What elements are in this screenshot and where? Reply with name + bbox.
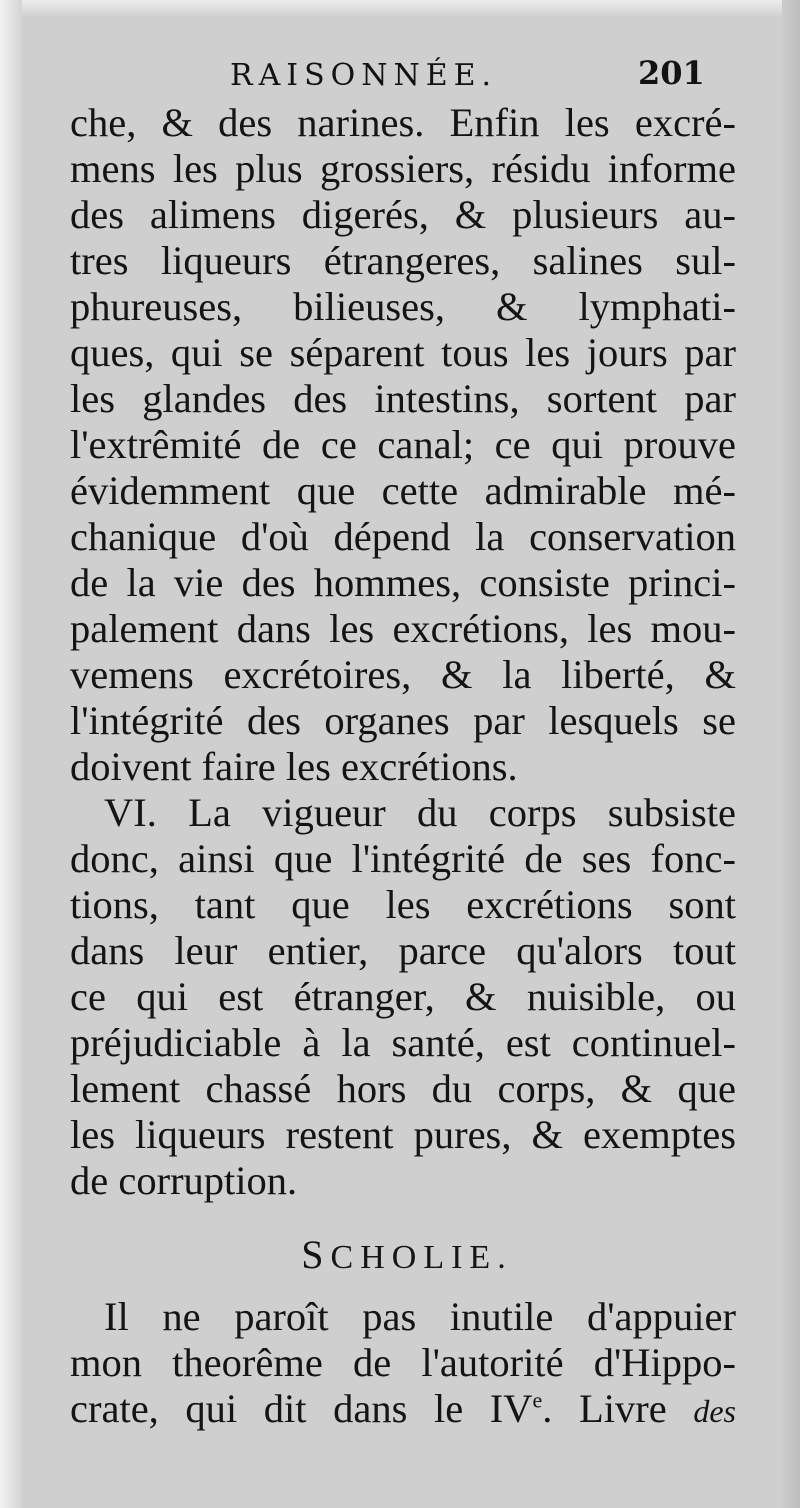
text-line: ques, qui se séparent tous les jours par <box>70 330 736 375</box>
text-line: de corruption. <box>70 1158 298 1203</box>
running-title: RAISONNÉE. <box>230 58 498 93</box>
page-left-edge <box>0 0 22 1508</box>
text-line: les glandes des intestins, sortent par <box>70 376 736 421</box>
page-number: 201 <box>638 54 705 92</box>
section-heading <box>70 1232 736 1278</box>
text-line: évidemment que cette admirable mé- <box>70 468 736 513</box>
text-line: vemens excrétoires, & la liberté, & <box>70 652 736 697</box>
body-text <box>70 100 736 1432</box>
text-line: tres liqueurs étrangeres, salines sul- <box>70 238 736 283</box>
text-line: VI. La vigueur du corps subsiste <box>104 790 736 835</box>
text-line: dans leur entier, parce qu'alors tout <box>70 928 736 973</box>
text-line: phureuses, bilieuses, & lymphati- <box>70 284 736 329</box>
superscript: e <box>532 1387 543 1413</box>
text-line: les liqueurs restent pures, & exemptes <box>70 1112 736 1157</box>
paragraph-1 <box>70 100 736 790</box>
text-line: chanique d'où dépend la conservation <box>70 514 736 559</box>
text-line: l'intégrité des organes par lesquels se <box>70 698 736 743</box>
running-head <box>0 54 800 98</box>
heading-initial: S <box>301 1232 331 1277</box>
catchword: des <box>693 1393 736 1429</box>
text-line-last <box>70 1386 736 1432</box>
text-line: mens les plus grossiers, résidu informe <box>70 146 736 191</box>
section-gap <box>70 1204 736 1232</box>
text-line: palement dans les excrétions, les mou- <box>70 606 736 651</box>
text-line: préjudiciable à la santé, est continuel- <box>70 1020 736 1065</box>
page-right-edge <box>782 0 800 1508</box>
text-line: doivent faire les excrétions. <box>70 744 518 789</box>
text-line: de la vie des hommes, consiste princi- <box>70 560 736 605</box>
text-line: tions, tant que les excrétions sont <box>70 882 736 927</box>
text-line: ce qui est étranger, & nuisible, ou <box>70 974 736 1019</box>
page-top-edge <box>0 0 800 16</box>
text-line: mon theorême de l'autorité d'Hippo- <box>70 1340 736 1385</box>
line-text: crate, qui dit dans le IV <box>70 1386 533 1431</box>
paragraph-3 <box>70 1294 736 1432</box>
text-line: che, & des narines. Enfin les excré- <box>70 100 736 145</box>
section-gap <box>70 1278 736 1294</box>
line-text: . Livre <box>542 1386 694 1431</box>
text-line: lement chassé hors du corps, & que <box>70 1066 736 1111</box>
text-line: l'extrêmité de ce canal; ce qui prouve <box>70 422 736 467</box>
text-line: donc, ainsi que l'intégrité de ses fonc- <box>70 836 736 881</box>
paragraph-2 <box>70 790 736 1204</box>
heading-rest: CHOLIE. <box>330 1239 513 1276</box>
text-line: Il ne paroît pas inutile d'appuier <box>104 1294 736 1339</box>
text-line: des alimens digerés, & plusieurs au- <box>70 192 736 237</box>
